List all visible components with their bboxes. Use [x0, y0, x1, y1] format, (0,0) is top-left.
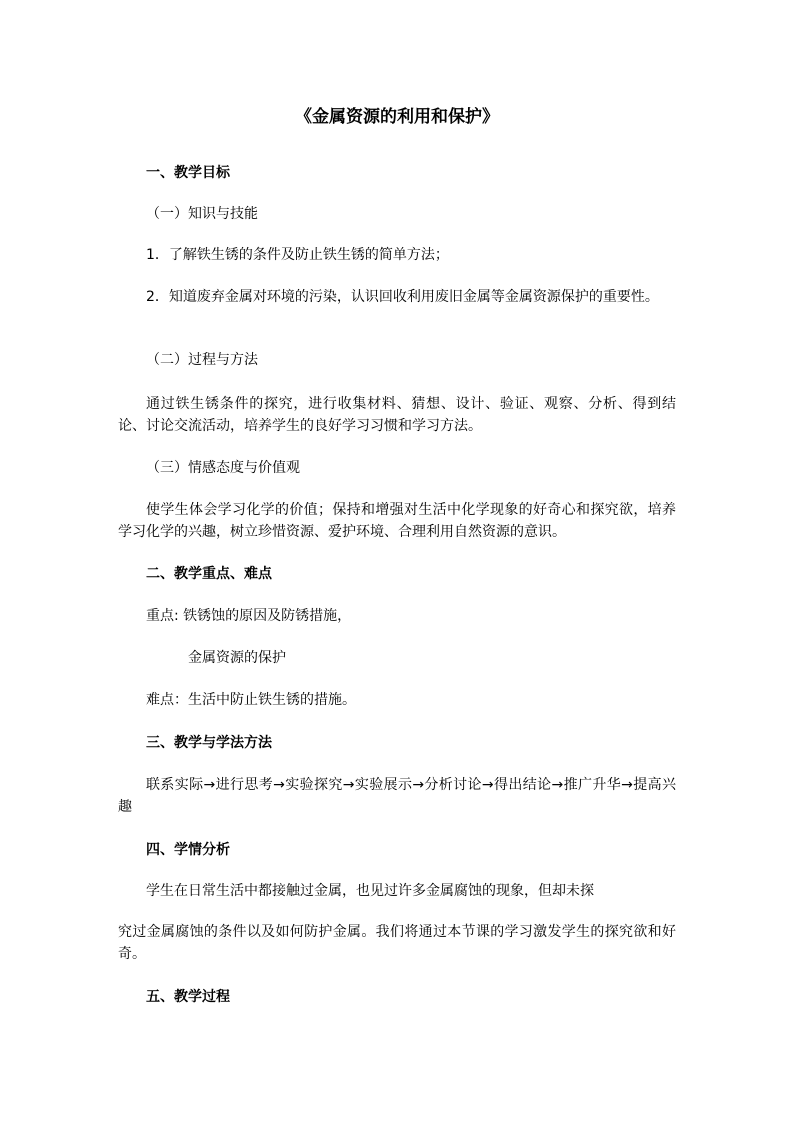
section-heading-goals: 一、教学目标 [146, 165, 230, 181]
methods-paragraph: 联系实际→进行思考→实验探究→实验展示→分析讨论→得出结论→推广升华→提高兴趣 [118, 777, 676, 815]
difficult-point: 难点：生活中防止铁生锈的措施。 [146, 692, 356, 708]
section-heading-methods: 三、教学与学法方法 [146, 735, 272, 751]
key-point-line-2: 金属资源的保护 [188, 650, 286, 666]
knowledge-item-1: 1．了解铁生锈的条件及防止铁生锈的简单方法； [146, 247, 449, 263]
section-heading-analysis: 四、学情分析 [146, 842, 230, 858]
process-paragraph: 通过铁生锈条件的探究，进行收集材料、猜想、设计、验证、观察、分析、得到结论、讨论交流活动，培养学生的良好学习习惯和学习方法。 [118, 396, 676, 434]
section-heading-key-points: 二、教学重点、难点 [146, 566, 272, 582]
subheading-knowledge: （一）知识与技能 [146, 206, 258, 222]
analysis-paragraph-2: 究过金属腐蚀的条件以及如何防护金属。我们将通过本节课的学习激发学生的探究欲和好奇。 [118, 924, 676, 962]
analysis-line-1: 学生在日常生活中都接触过金属，也见过许多金属腐蚀的现象，但却未探 [146, 883, 594, 899]
subheading-attitude: （三）情感态度与价值观 [146, 460, 300, 476]
document-title: 《金属资源的利用和保护》 [295, 107, 499, 127]
subheading-process: （二）过程与方法 [146, 352, 258, 368]
section-heading-process: 五、教学过程 [146, 989, 230, 1005]
knowledge-item-2: 2．知道废弃金属对环境的污染，认识回收利用废旧金属等金属资源保护的重要性。 [146, 289, 659, 305]
key-point-line-1: 重点: 铁锈蚀的原因及防锈措施， [146, 608, 352, 624]
attitude-paragraph: 使学生体会学习化学的价值；保持和增强对生活中化学现象的好奇心和探究欲，培养学习化学的兴趣，树立珍惜资源、爱护环境、合理利用自然资源的意识。 [118, 502, 676, 540]
